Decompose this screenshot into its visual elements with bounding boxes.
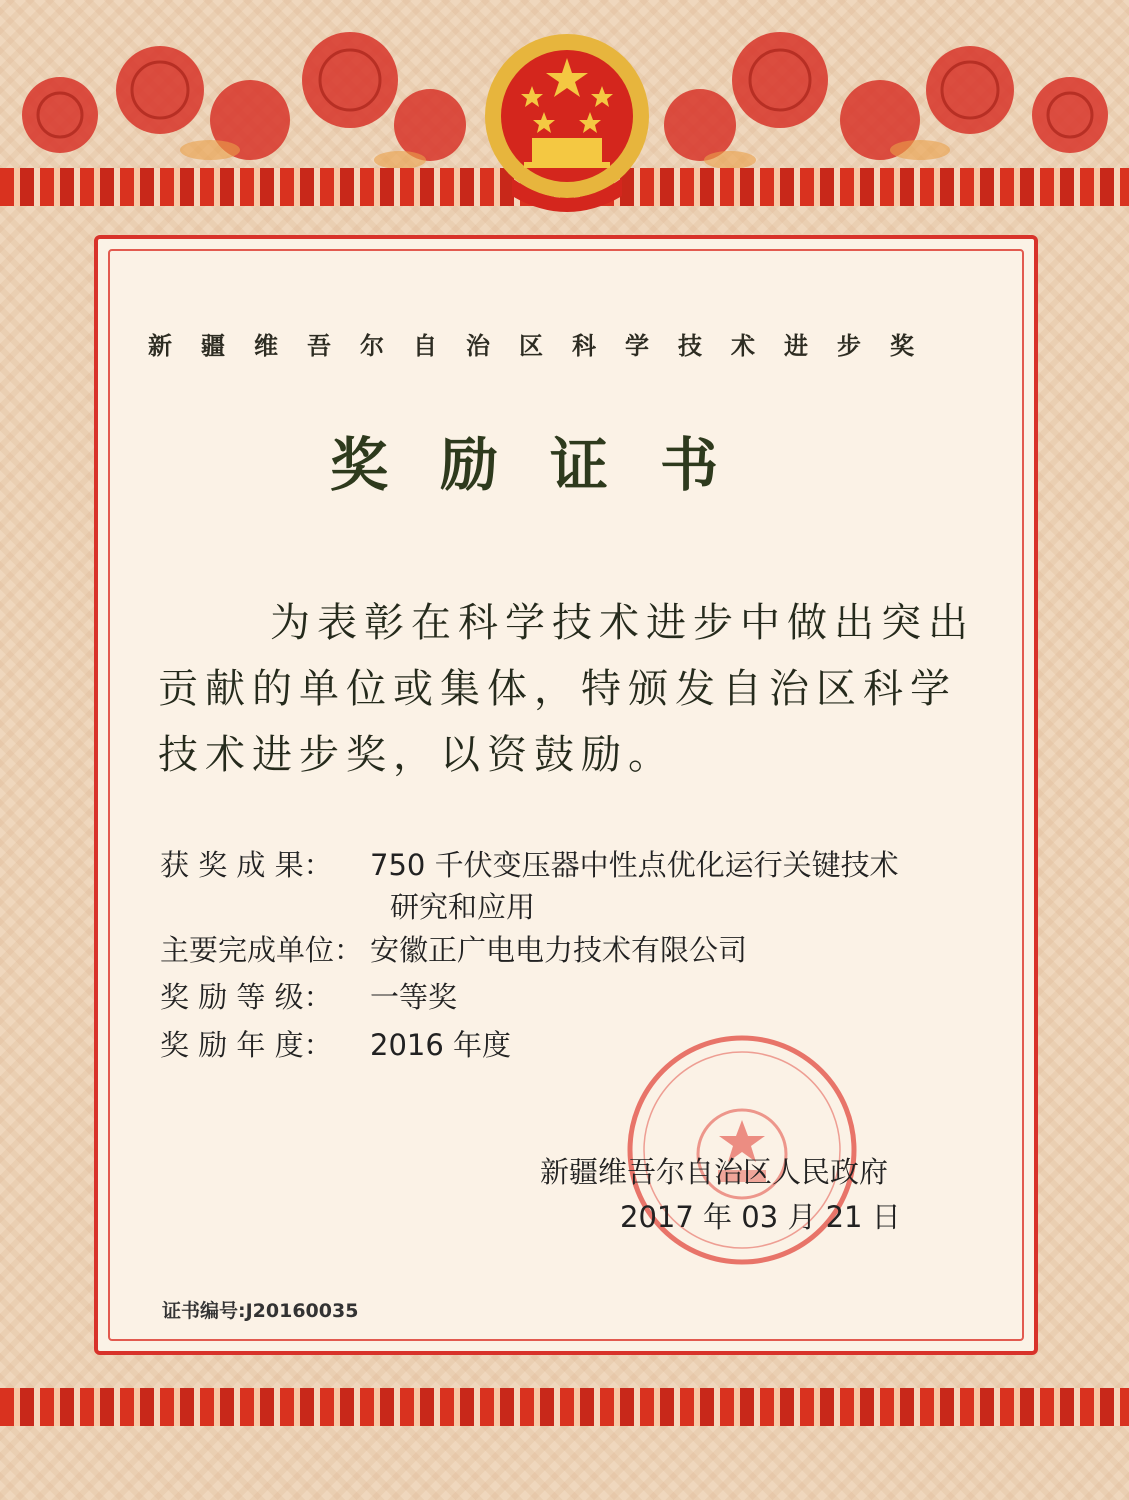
year-value: 2016 年度	[370, 1028, 512, 1062]
national-emblem-icon	[472, 28, 662, 218]
year-label: 奖 励 年 度：	[160, 1028, 333, 1062]
certificate-body-text: 为表彰在科学技术进步中做出突出贡献的单位或集体，特颁发自治区科学技术进步奖，以资鼓励。	[158, 600, 975, 778]
unit-label: 主要完成单位：	[160, 933, 364, 967]
issuing-authority: 新疆维吾尔自治区人民政府	[540, 1155, 889, 1189]
level-value: 一等奖	[370, 980, 458, 1014]
field-unit	[160, 928, 990, 969]
award-name-header: 新疆维吾尔自治区科学技术进步奖	[148, 331, 943, 360]
field-year	[160, 1023, 990, 1064]
certificate-title: 奖励证书	[330, 431, 771, 499]
achievement-value-continued: 研究和应用	[390, 890, 536, 924]
achievement-value: 750 千伏变压器中性点优化运行关键技术	[370, 848, 899, 882]
achievement-label: 获 奖 成 果：	[160, 848, 333, 882]
level-label: 奖 励 等 级：	[160, 980, 333, 1014]
field-achievement	[160, 843, 990, 924]
top-ornament	[0, 0, 1129, 215]
field-level	[160, 975, 990, 1016]
issue-date: 2017 年 03 月 21 日	[620, 1200, 901, 1234]
bottom-stripe-band	[0, 1388, 1129, 1426]
unit-value: 安徽正广电电力技术有限公司	[370, 933, 748, 967]
certificate-number: 证书编号:J20160035	[162, 1300, 359, 1322]
